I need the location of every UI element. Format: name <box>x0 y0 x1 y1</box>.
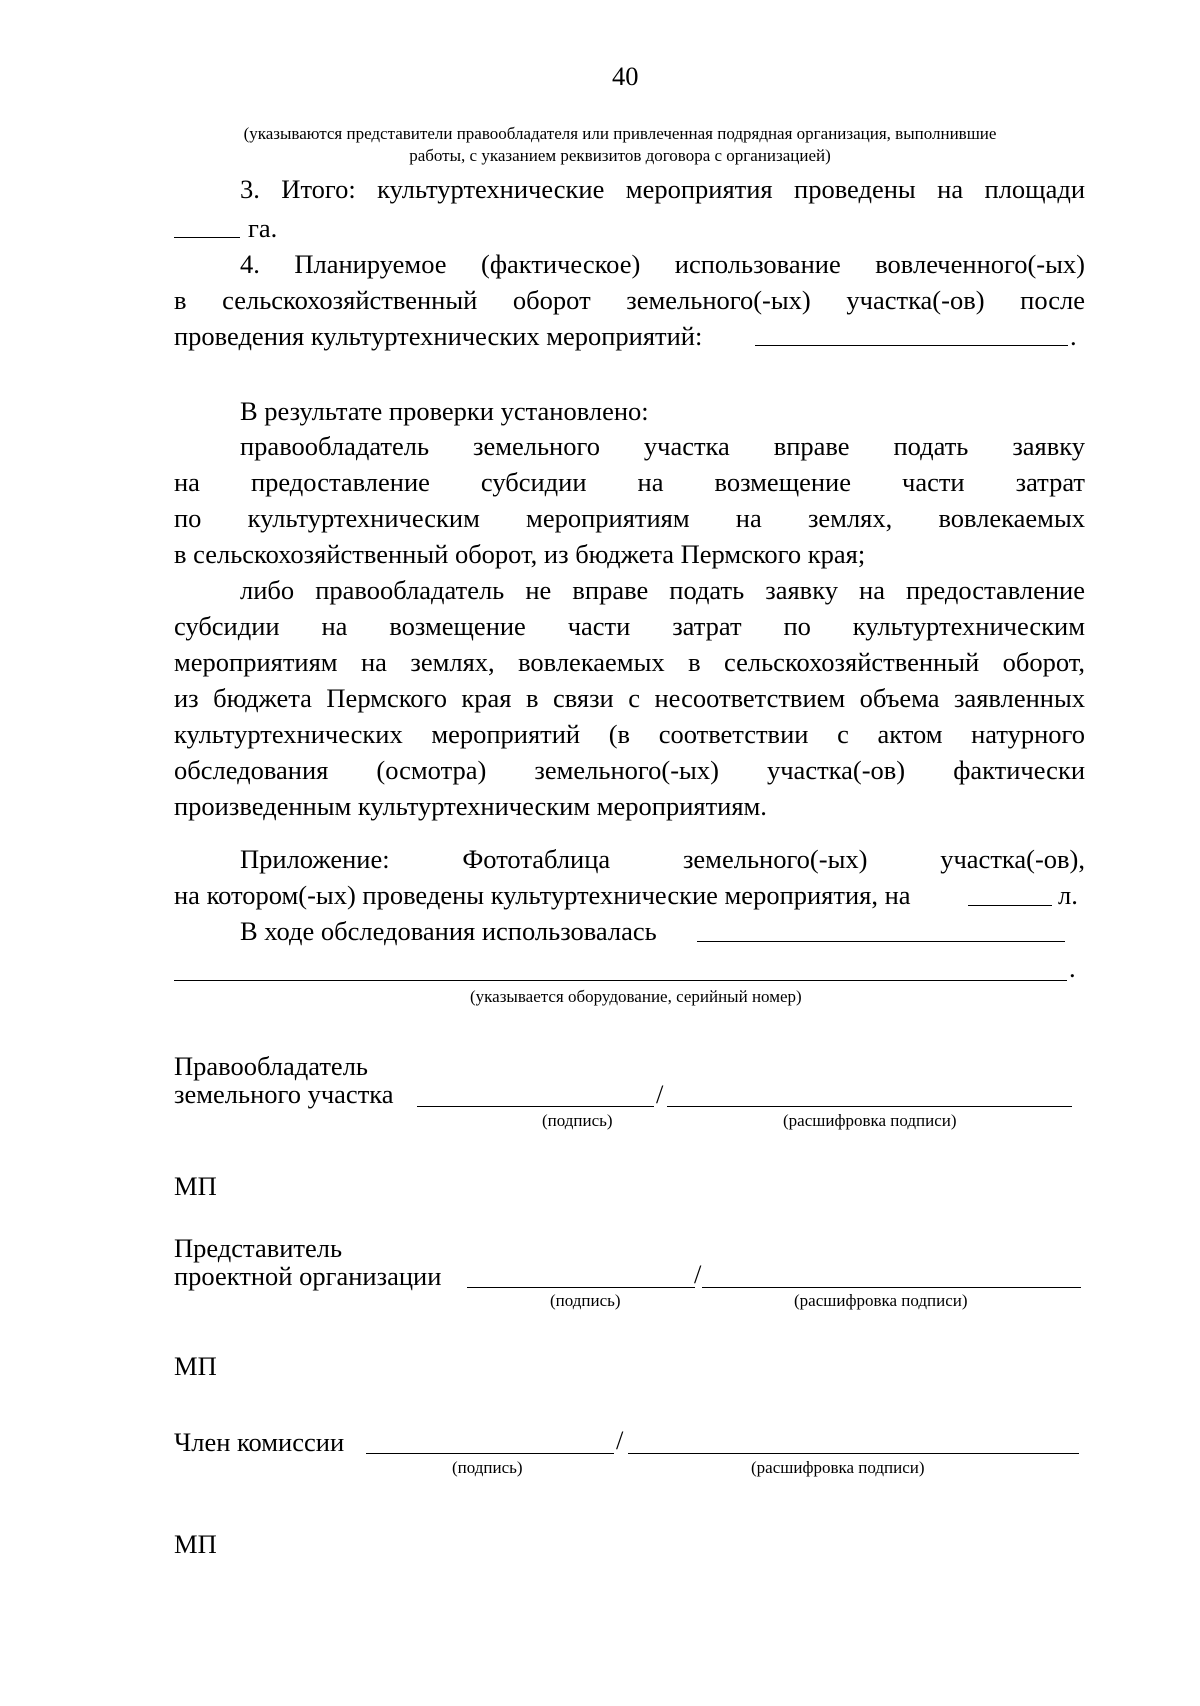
item4-line2: в сельскохозяйственный оборот земельного(-ых) участка(-ов) после <box>174 285 1085 315</box>
representative-slash: / <box>694 1259 702 1289</box>
result-para1-line1: правообладатель земельного участка вправе подать заявку <box>240 431 1085 461</box>
usage-blank[interactable] <box>755 345 1068 346</box>
note-representatives-line1: (указываются представители правообладателя или привлеченная подрядная организация, выполнившие <box>243 124 997 143</box>
equipment-blank-2[interactable] <box>174 980 1067 981</box>
owner-label-line1: Правообладатель <box>174 1051 369 1081</box>
owner-slash: / <box>656 1079 664 1109</box>
representative-label <box>174 1234 441 1290</box>
representative-decode-caption: (расшифровка подписи) <box>794 1291 968 1310</box>
result-para2-line3: мероприятиям на землях, вовлекаемых в сельскохозяйственный оборот, <box>174 647 1085 677</box>
appendix-unit: л. <box>1058 880 1078 910</box>
commission-member-slash: / <box>616 1425 624 1455</box>
representative-sign-caption: (подпись) <box>550 1291 621 1310</box>
owner-sign-caption: (подпись) <box>542 1111 613 1130</box>
item3-line1: 3. Итого: культуртехнические мероприятия проведены на площади <box>240 174 1085 204</box>
result-para2-line7: произведенным культуртехническим мероприятиям. <box>174 791 767 821</box>
result-para1-line2: на предоставление субсидии на возмещение части затрат <box>174 467 1085 497</box>
result-para2-line4: из бюджета Пермского края в связи с несоответствием объема заявленных <box>174 683 1085 713</box>
commission-member-signature-field[interactable] <box>366 1453 614 1454</box>
item3-unit: га. <box>248 213 278 243</box>
owner-decode-caption: (расшифровка подписи) <box>783 1111 957 1130</box>
commission-member-stamp: МП <box>174 1529 217 1559</box>
result-para2-line2: субсидии на возмещение части затрат по культуртехническим <box>174 611 1085 641</box>
result-para2-line5: культуртехнических мероприятий (в соответствии с актом натурного <box>174 719 1085 749</box>
representative-signature-field[interactable] <box>467 1287 695 1288</box>
owner-decode-field[interactable] <box>667 1106 1072 1107</box>
equipment-caption: (указывается оборудование, серийный номер) <box>470 987 802 1006</box>
item4-line1: 4. Планируемое (фактическое) использование вовлеченного(-ых) <box>240 249 1085 279</box>
page-number: 40 <box>612 61 639 91</box>
representative-decode-field[interactable] <box>702 1287 1081 1288</box>
commission-member-decode-caption: (расшифровка подписи) <box>751 1458 925 1477</box>
owner-label <box>174 1052 394 1108</box>
result-para2-line6: обследования (осмотра) земельного(-ых) участка(-ов) фактически <box>174 755 1085 785</box>
note-representatives-line2: работы, с указанием реквизитов договора с организацией) <box>409 146 831 165</box>
result-para1-line4: в сельскохозяйственный оборот, из бюджета Пермского края; <box>174 539 866 569</box>
appendix-line1: Приложение: Фототаблица земельного(-ых) участка(-ов), <box>240 844 1085 874</box>
commission-member-decode-field[interactable] <box>628 1453 1079 1454</box>
representative-stamp: МП <box>174 1351 217 1381</box>
representative-label-line1: Представитель <box>174 1233 343 1263</box>
commission-member-label: Член комиссии <box>174 1427 345 1457</box>
representative-label-line2: проектной организации <box>174 1261 442 1291</box>
item4-line3: проведения культуртехнических мероприятий: <box>174 321 703 351</box>
equipment-end: . <box>1069 953 1076 983</box>
sheets-blank[interactable] <box>968 905 1052 906</box>
item4-end: . <box>1070 321 1077 351</box>
result-para1-line3: по культуртехническим мероприятиям на землях, вовлекаемых <box>174 503 1085 533</box>
equipment-blank-1[interactable] <box>697 941 1065 942</box>
owner-label-line2: земельного участка <box>174 1079 394 1109</box>
area-blank[interactable] <box>174 237 240 238</box>
result-para2-line1: либо правообладатель не вправе подать заявку на предоставление <box>240 575 1085 605</box>
result-heading: В результате проверки установлено: <box>240 396 649 426</box>
equipment-line: В ходе обследования использовалась <box>240 916 657 946</box>
owner-signature-field[interactable] <box>417 1106 654 1107</box>
appendix-line2: на котором(-ых) проведены культуртехнические мероприятия, на <box>174 880 911 910</box>
owner-stamp: МП <box>174 1171 217 1201</box>
commission-member-sign-caption: (подпись) <box>452 1458 523 1477</box>
